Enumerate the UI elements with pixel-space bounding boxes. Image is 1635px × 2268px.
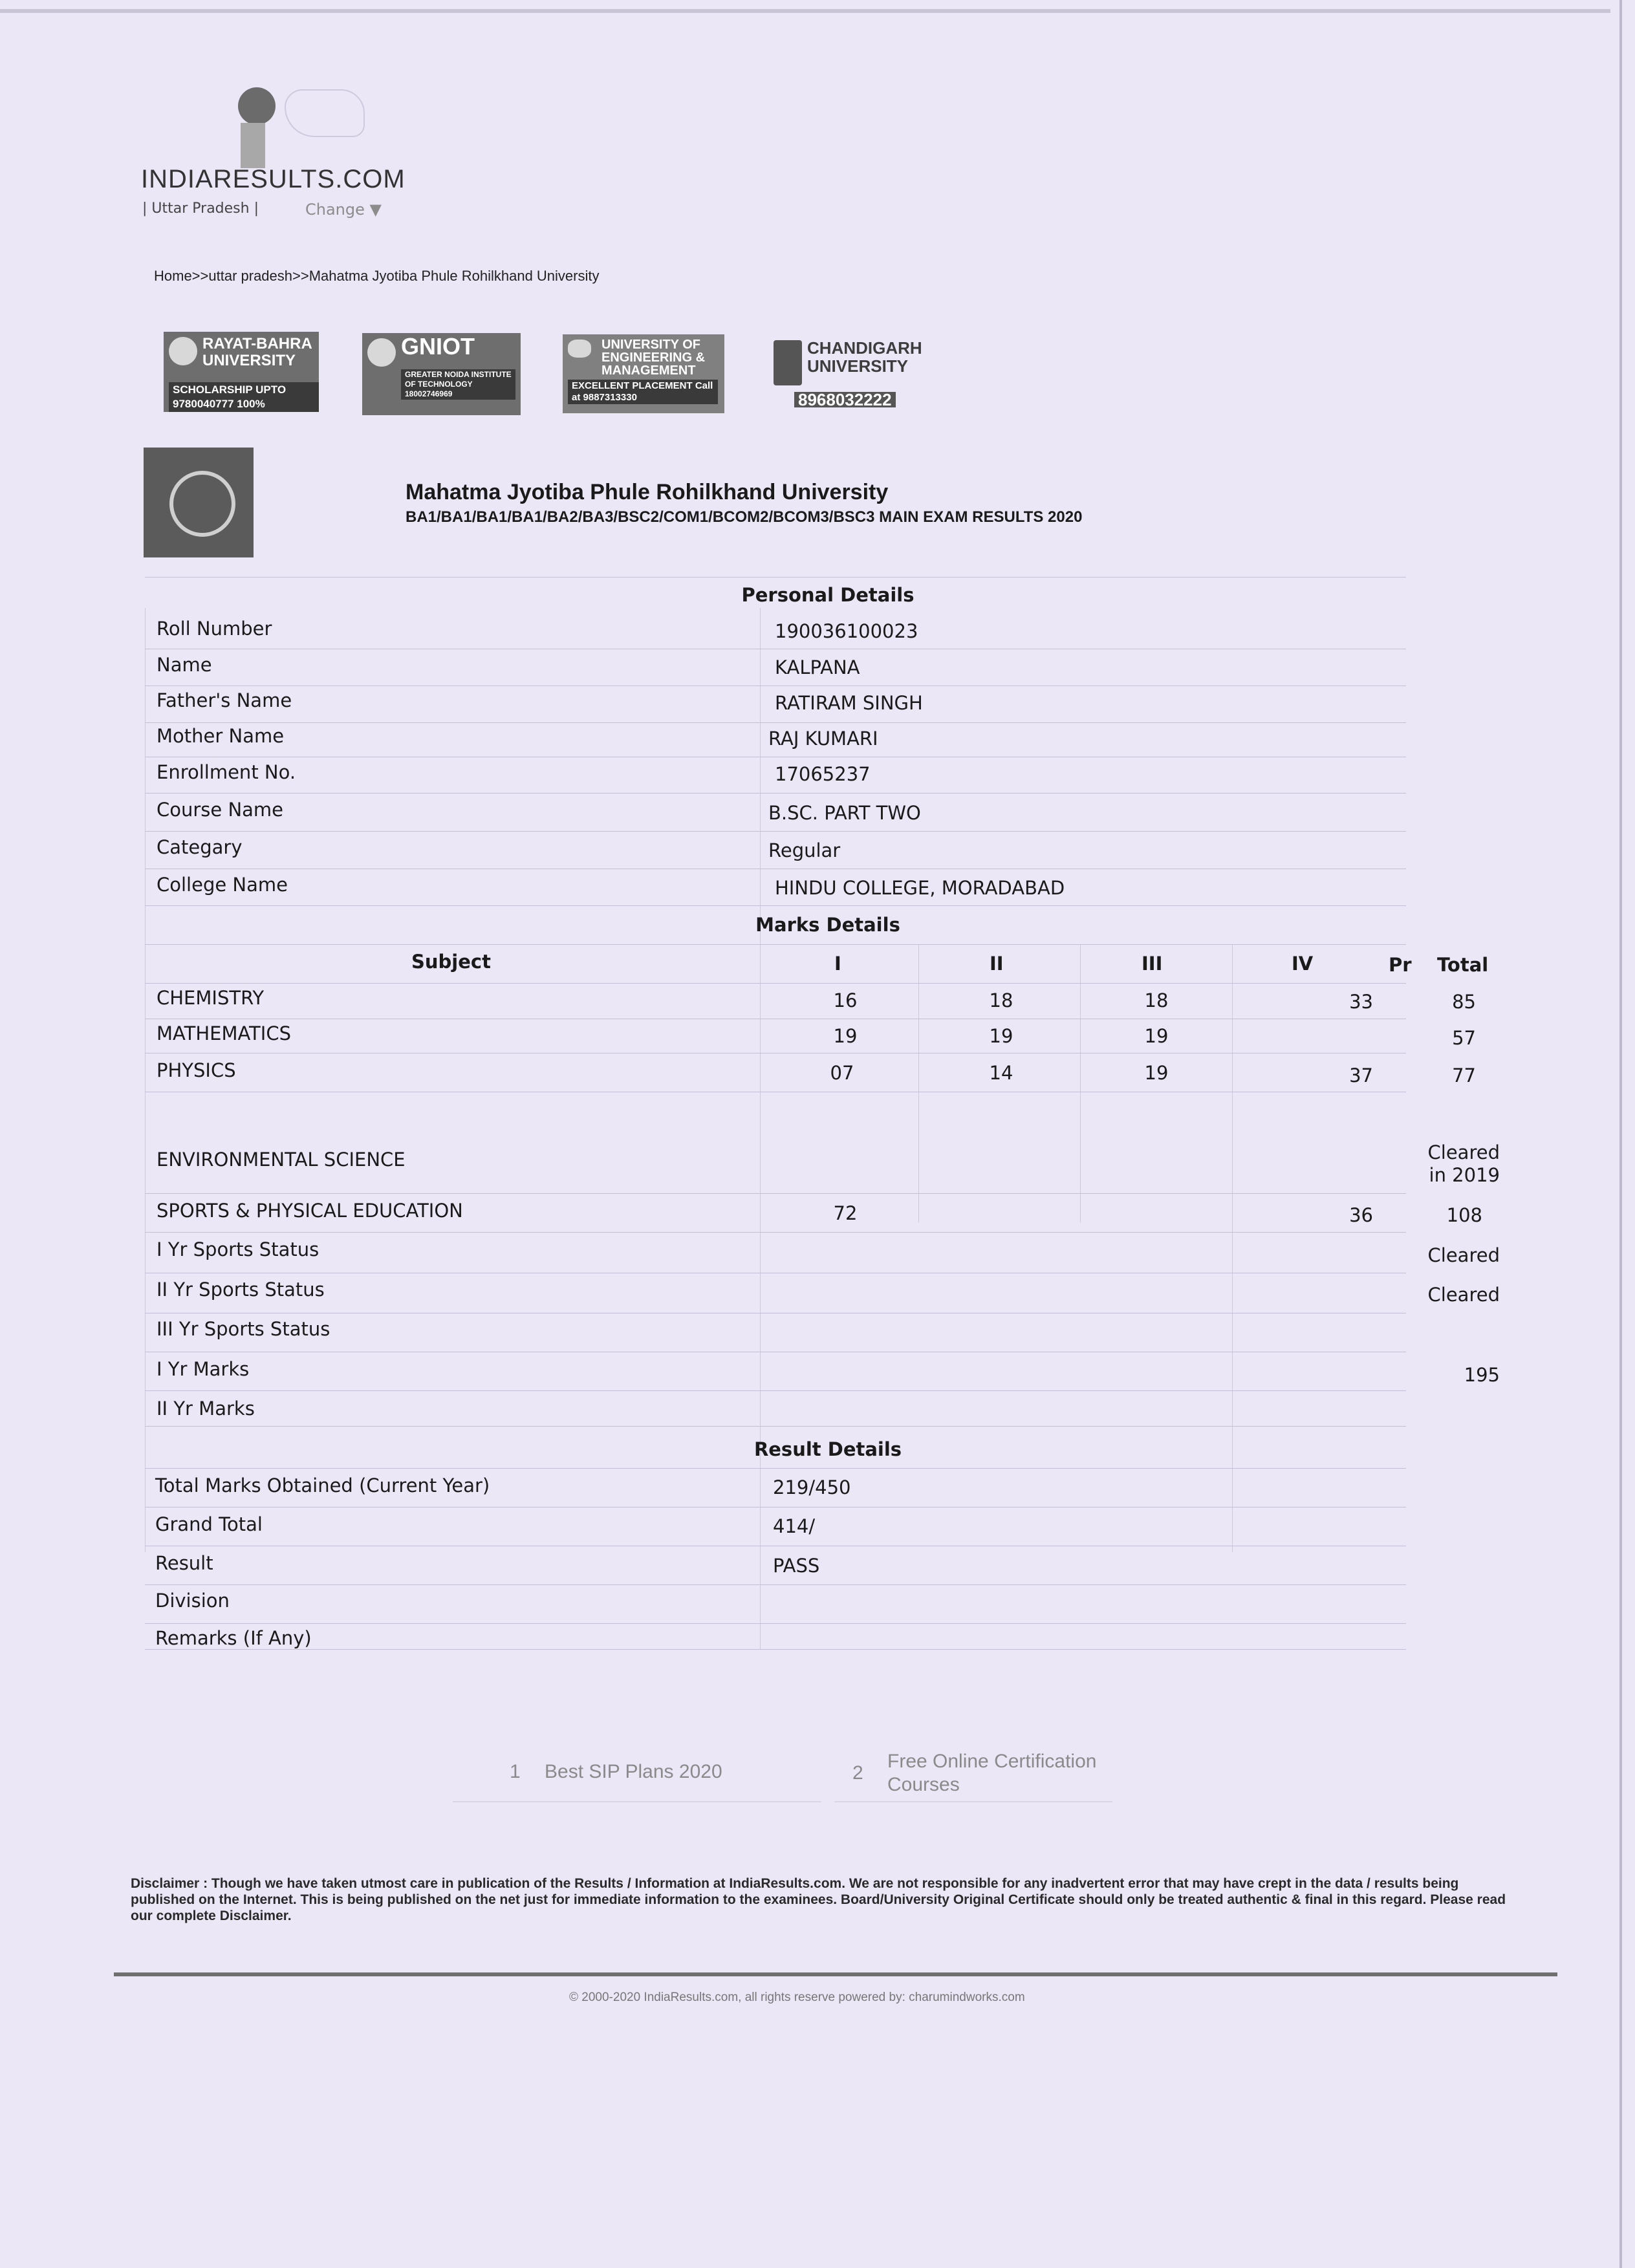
ad-banner-uem[interactable]: UNIVERSITY OF ENGINEERING & MANAGEMENT EXCELLENT PLACEMENT Call at 9887313330 — [563, 334, 724, 413]
year-marks-label: II Yr Marks — [157, 1398, 255, 1420]
division-label: Division — [155, 1590, 230, 1612]
india-map-icon — [285, 89, 365, 137]
subject-name: ENVIRONMENTAL SCIENCE — [157, 1149, 406, 1171]
col-total: Total — [1437, 954, 1489, 976]
course-name-value: B.SC. PART TWO — [768, 802, 921, 824]
mark-pr: 36 — [1349, 1204, 1373, 1226]
grand-total-value: 414/ — [773, 1515, 816, 1537]
institute-seal-icon — [367, 338, 396, 367]
paper-edge — [1619, 0, 1622, 2268]
mark-ii: 14 — [989, 1062, 1013, 1084]
mark-i: 72 — [833, 1202, 858, 1224]
cu-logo-icon — [774, 340, 802, 385]
change-state-dropdown[interactable]: Change ▼ — [305, 200, 382, 219]
mark-iii: 19 — [1144, 1025, 1169, 1047]
category-value: Regular — [768, 839, 841, 861]
state-label: | Uttar Pradesh | — [142, 200, 259, 217]
subject-name: SPORTS & PHYSICAL EDUCATION — [157, 1200, 463, 1222]
mark-iii: 19 — [1144, 1062, 1169, 1084]
mark-i: 16 — [833, 989, 858, 1011]
site-logo-icon[interactable] — [238, 87, 276, 125]
mark-pr: 37 — [1349, 1064, 1373, 1086]
personal-details-heading: Personal Details — [741, 584, 915, 606]
name-value: KALPANA — [775, 656, 860, 678]
mark-ii: 19 — [989, 1025, 1013, 1047]
university-emblem — [144, 448, 254, 557]
mark-i: 19 — [833, 1025, 858, 1047]
sports-status-label: I Yr Sports Status — [157, 1238, 319, 1260]
roll-number-label: Roll Number — [157, 618, 272, 640]
total-marks-label: Total Marks Obtained (Current Year) — [155, 1474, 490, 1496]
breadcrumb[interactable]: Home>>uttar pradesh>>Mahatma Jyotiba Phule Rohilkhand University — [154, 268, 600, 284]
col-iii: III — [1142, 953, 1163, 975]
sports-status-value: Cleared — [1427, 1244, 1500, 1266]
disclaimer-text: Disclaimer : Though we have taken utmost care in publication of the Results / Information at IndiaResults.com. We are not responsible for any inadvertent error that may have crept in the data / results being published on the Internet. This is being published on the net just for immediate information to the examinees. Board/University Original Certificate should only be treated authentic & final in this regard. Please read our complete Disclaimer. — [131, 1876, 1506, 1923]
mark-iii: 18 — [1144, 989, 1169, 1011]
mother-name-value: RAJ KUMARI — [768, 728, 878, 750]
col-ii: II — [990, 953, 1004, 975]
mark-total: 108 — [1446, 1204, 1482, 1226]
subject-name: PHYSICS — [157, 1059, 236, 1081]
site-logo-icon — [241, 123, 265, 168]
ad-banner-rayat-bahra[interactable]: RAYAT-BAHRA UNIVERSITY SCHOLARSHIP UPTO 9780040777 100% — [164, 332, 319, 412]
sports-status-label: III Yr Sports Status — [157, 1318, 330, 1340]
mark-i: 07 — [830, 1062, 854, 1084]
year-marks-value: 195 — [1464, 1364, 1500, 1386]
col-pr: Pr — [1389, 954, 1412, 976]
mother-name-label: Mother Name — [157, 725, 285, 747]
mark-total: 77 — [1452, 1064, 1476, 1086]
col-subject: Subject — [411, 951, 491, 973]
uem-logo-icon — [568, 340, 591, 358]
result-label: Result — [155, 1552, 213, 1574]
sports-status-label: II Yr Sports Status — [157, 1279, 325, 1301]
result-value: PASS — [773, 1555, 820, 1577]
ad-banner-chandigarh[interactable]: CHANDIGARH UNIVERSITY 8968032222 — [768, 335, 924, 415]
father-name-label: Father's Name — [157, 689, 292, 711]
related-link-2[interactable]: 2 Free Online Certification Courses — [834, 1743, 1112, 1802]
year-marks-label: I Yr Marks — [157, 1358, 250, 1380]
footer-divider — [114, 1972, 1557, 1976]
total-marks-value: 219/450 — [773, 1476, 851, 1498]
enrollment-value: 17065237 — [775, 763, 871, 785]
exam-title: BA1/BA1/BA1/BA1/BA2/BA3/BSC2/COM1/BCOM2/BCOM3/BSC3 MAIN EXAM RESULTS 2020 — [406, 508, 1083, 526]
grand-total-label: Grand Total — [155, 1513, 263, 1535]
marks-details-heading: Marks Details — [755, 914, 900, 936]
name-label: Name — [157, 654, 212, 676]
mark-total: 85 — [1452, 991, 1476, 1013]
sports-status-value: Cleared — [1427, 1284, 1500, 1306]
mark-total: Cleared — [1427, 1141, 1500, 1163]
result-details-heading: Result Details — [753, 1438, 902, 1460]
university-seal-icon — [169, 337, 197, 365]
category-label: Categary — [157, 836, 243, 858]
mark-total: 57 — [1452, 1027, 1476, 1049]
subject-name: MATHEMATICS — [157, 1022, 291, 1044]
mark-ii: 18 — [989, 989, 1013, 1011]
remarks-label: Remarks (If Any) — [155, 1627, 312, 1649]
roll-number-value: 190036100023 — [775, 620, 918, 642]
copyright-text: © 2000-2020 IndiaResults.com, all rights reserve powered by: charumindworks.com — [569, 1991, 1025, 2004]
college-name-value: HINDU COLLEGE, MORADABAD — [775, 877, 1065, 899]
mark-total: in 2019 — [1429, 1164, 1500, 1186]
site-brand[interactable]: INDIARESULTS.COM — [141, 165, 406, 193]
col-iv: IV — [1292, 953, 1314, 975]
course-name-label: Course Name — [157, 799, 284, 821]
related-link-1[interactable]: 1 Best SIP Plans 2020 — [453, 1743, 821, 1802]
paper-edge — [0, 9, 1610, 13]
father-name-value: RATIRAM SINGH — [775, 692, 923, 714]
university-title: Mahatma Jyotiba Phule Rohilkhand University — [406, 480, 889, 504]
subject-name: CHEMISTRY — [157, 987, 265, 1009]
col-i: I — [834, 953, 841, 975]
mark-pr: 33 — [1349, 991, 1373, 1013]
ad-banner-gniot[interactable]: GNIOT GREATER NOIDA INSTITUTE OF TECHNOLOGY 18002746969 — [362, 333, 521, 415]
enrollment-label: Enrollment No. — [157, 761, 296, 783]
college-name-label: College Name — [157, 874, 288, 896]
